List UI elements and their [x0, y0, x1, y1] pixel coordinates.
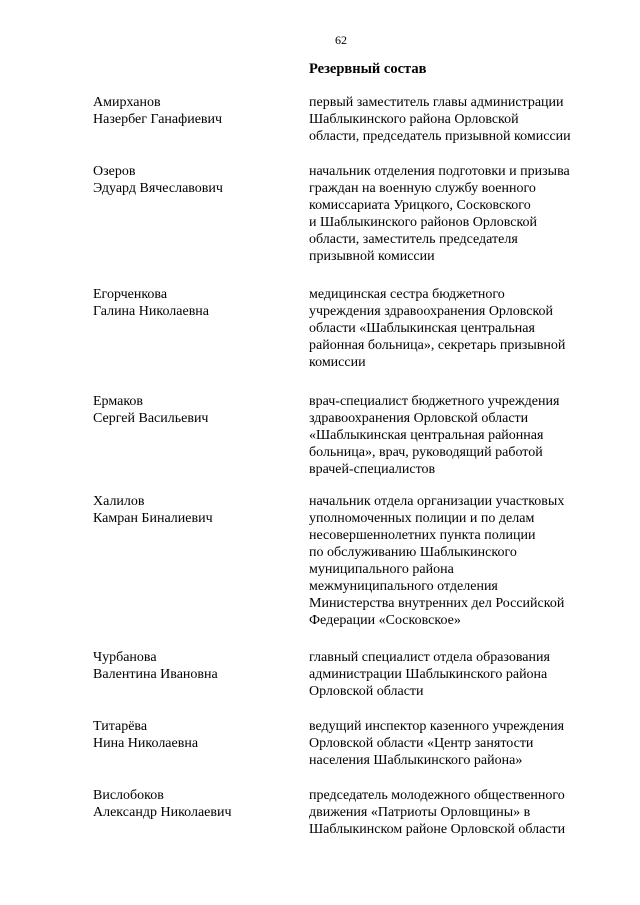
member-role-line: ведущий инспектор казенного учреждения	[309, 719, 565, 734]
member-given-names: Камран Биналиевич	[93, 511, 213, 526]
member-given-names: Эдуард Вячеславович	[93, 181, 223, 196]
member-given-names: Нина Николаевна	[93, 736, 199, 751]
member-role-line: врачей-специалистов	[309, 462, 436, 477]
section-title: Резервный состав	[309, 61, 427, 77]
member-role-line: Орловской области «Центр занятости	[309, 736, 534, 751]
member-role-line: и Шаблыкинского районов Орловской	[309, 215, 538, 230]
member-role-line: Шаблыкинском районе Орловской области	[309, 822, 566, 837]
member-surname: Титарёва	[93, 719, 148, 734]
member-role-line: Федерации «Сосковское»	[309, 613, 461, 628]
member-role-line: комиссариата Урицкого, Сосковского	[309, 198, 531, 213]
member-role	[309, 718, 594, 769]
member-name	[93, 163, 223, 197]
member-role-line: движения «Патриоты Орловщины» в	[309, 805, 531, 820]
member-role	[309, 649, 594, 700]
member-role-line: медицинская сестра бюджетного	[309, 287, 505, 302]
member-role-line: администрации Шаблыкинского района	[309, 667, 548, 682]
member-role-line: по обслуживанию Шаблыкинского	[309, 545, 517, 560]
member-surname: Амирханов	[93, 95, 161, 110]
member-role-line: призывной комиссии	[309, 249, 435, 264]
member-name	[93, 286, 209, 320]
member-role-line: области, председатель призывной комиссии	[309, 129, 571, 144]
member-name	[93, 718, 198, 752]
member-surname: Халилов	[93, 494, 145, 509]
member-surname: Егорченкова	[93, 287, 168, 302]
member-role-line: граждан на военную службу военного	[309, 181, 536, 196]
member-role-line: районная больница», секретарь призывной	[309, 338, 566, 353]
member-given-names: Назербег Ганафиевич	[93, 112, 223, 127]
member-given-names: Галина Николаевна	[93, 304, 210, 319]
member-role-line: населения Шаблыкинского района»	[309, 753, 523, 768]
member-role-line: начальник отделения подготовки и призыва	[309, 164, 570, 179]
member-role-line: межмуниципального отделения	[309, 579, 498, 594]
member-role	[309, 787, 594, 838]
page-number: 62	[335, 33, 347, 47]
member-role	[309, 493, 594, 629]
member-role-line: первый заместитель главы администрации	[309, 95, 564, 110]
member-surname: Ермаков	[93, 394, 144, 409]
member-role-line: несовершеннолетних пункта полиции	[309, 528, 536, 543]
member-role	[309, 163, 594, 265]
member-role-line: врач-специалист бюджетного учреждения	[309, 394, 560, 409]
member-surname: Чурбанова	[93, 650, 157, 665]
member-role-line: Министерства внутренних дел Российской	[309, 596, 565, 611]
member-role-line: Шаблыкинского района Орловской	[309, 112, 519, 127]
member-role-line: учреждения здравоохранения Орловской	[309, 304, 554, 319]
member-name	[93, 649, 218, 683]
member-role-line: главный специалист отдела образования	[309, 650, 550, 665]
member-surname: Озеров	[93, 164, 136, 179]
member-role-line: начальник отдела организации участковых	[309, 494, 565, 509]
member-name	[93, 94, 222, 128]
member-name	[93, 493, 213, 527]
member-role-line: Орловской области	[309, 684, 424, 699]
member-role-line: здравоохранения Орловской области	[309, 411, 529, 426]
member-role	[309, 393, 594, 478]
member-role	[309, 286, 594, 371]
member-role-line: председатель молодежного общественного	[309, 788, 565, 803]
member-role-line: «Шаблыкинская центральная районная	[309, 428, 544, 443]
member-role-line: комиссии	[309, 355, 366, 370]
member-surname: Вислобоков	[93, 788, 164, 803]
member-name	[93, 393, 208, 427]
member-given-names: Александр Николаевич	[93, 805, 232, 820]
member-role-line: уполномоченных полиции и по делам	[309, 511, 535, 526]
member-role-line: муниципального района	[309, 562, 454, 577]
member-given-names: Сергей Васильевич	[93, 411, 209, 426]
member-name	[93, 787, 232, 821]
member-given-names: Валентина Ивановна	[93, 667, 218, 682]
member-role-line: области «Шаблыкинская центральная	[309, 321, 535, 336]
member-role-line: больница», врач, руководящий работой	[309, 445, 543, 460]
member-role	[309, 94, 594, 145]
member-role-line: области, заместитель председателя	[309, 232, 518, 247]
